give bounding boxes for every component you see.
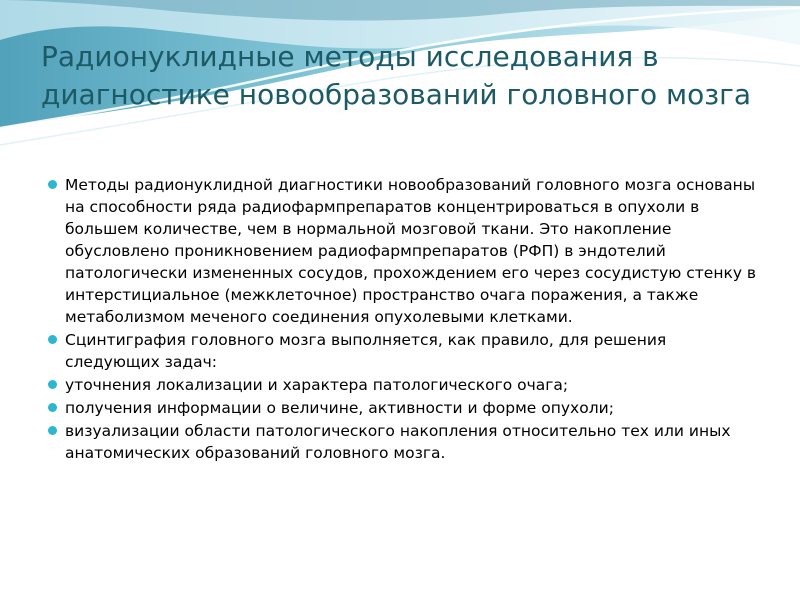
bullet-list [48,174,760,465]
list-item [48,374,760,396]
list-item [48,420,760,464]
bullet-dot-icon [48,403,57,412]
bullet-dot-icon [48,426,57,435]
slide-title: Радионуклидные методы исследования в диагностике новообразований головного мозга [41,40,752,111]
bullet-text: получения информации о величине, активности и форме опухоли; [65,399,614,417]
list-item [48,397,760,419]
bullet-text: Методы радионуклидной диагностики новообразований головного мозга основаны на способности ряда радиофармпрепаратов концентрироваться в опухоли в большем количестве, чем в нормальной мозговой ткани. Это накопление обусловлено проникновением радиофармпрепаратов (РФП) в эндотелий патологически измененных сосудов, прохождением его через сосудистую стенку в интерстициальное (межклеточное) пространство очага поражения, а также метаболизмом меченого соединения опухолевыми клетками. [65,176,757,326]
bullet-text: визуализации области патологического накопления относительно тех или иных анатомических образований головного мозга. [65,422,731,462]
list-item [48,174,760,328]
bullet-text: Сцинтиграфия головного мозга выполняется, как правило, для решения следующих задач: [65,331,667,371]
bullet-dot-icon [48,335,57,344]
bullet-text: уточнения локализации и характера патологического очага; [65,376,569,394]
bullet-dot-icon [48,180,57,189]
list-item [48,329,760,373]
bullet-dot-icon [48,380,57,389]
